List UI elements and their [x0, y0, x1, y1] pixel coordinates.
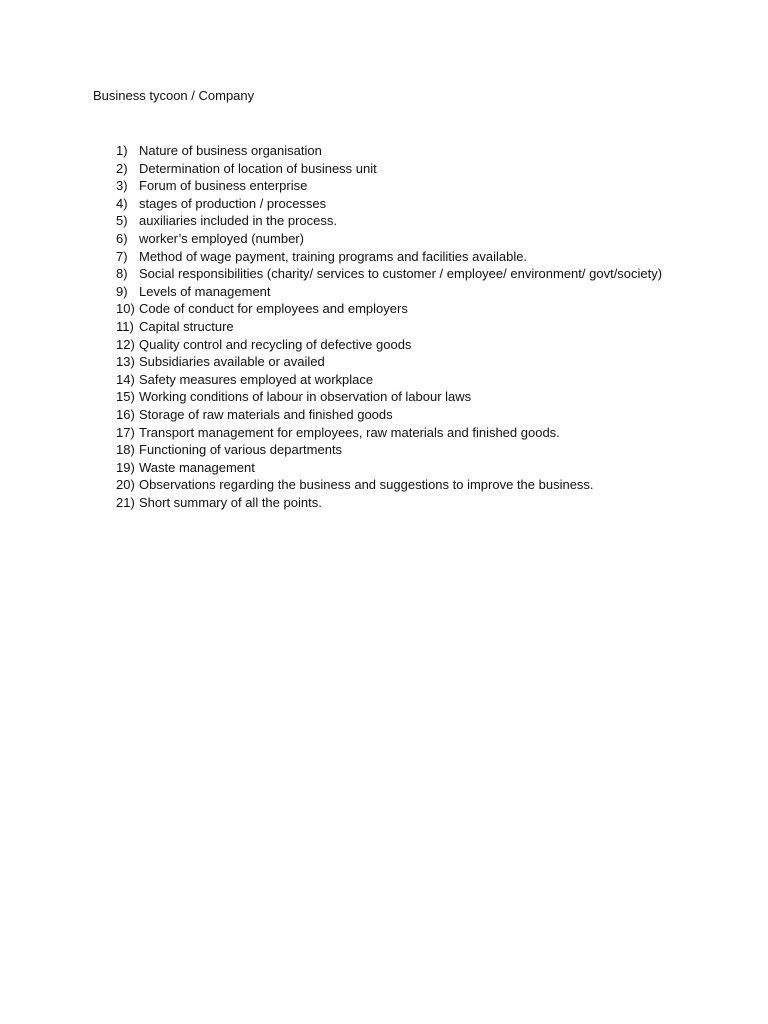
list-item	[0, 388, 768, 406]
list-item-text: Short summary of all the points.	[139, 494, 322, 510]
list-item-number: 1)	[116, 143, 128, 158]
list-item-text: Safety measures employed at workplace	[139, 371, 374, 387]
list-item-text: Waste management	[139, 459, 255, 475]
list-item	[0, 424, 768, 442]
list-item-number: 14)	[116, 371, 135, 387]
list-item-number: 5)	[116, 213, 128, 229]
list-item-text: Working conditions of labour in observation of labour laws	[139, 389, 472, 405]
list-item	[0, 476, 768, 494]
list-item-number: 2)	[116, 160, 128, 176]
list-item	[0, 494, 768, 512]
list-item	[0, 265, 768, 283]
list-item-text: Subsidiaries available or availed	[139, 354, 325, 370]
list-item	[0, 248, 768, 266]
list-item	[0, 160, 768, 178]
list-item-number: 9)	[116, 283, 128, 299]
list-item-text: stages of production / processes	[139, 195, 327, 211]
list-item-number: 19)	[116, 459, 135, 475]
list-item-text: Code of conduct for employees and employers	[139, 301, 408, 317]
list-item-text: worker’s employed (number)	[139, 230, 304, 246]
list-item	[0, 353, 768, 371]
list-item-number: 7)	[116, 248, 128, 264]
list-item	[0, 441, 768, 459]
list-item-text: Storage of raw materials and finished goods	[139, 406, 393, 422]
list-item-text: Functioning of various departments	[139, 442, 343, 458]
list-item-number: 20)	[116, 477, 135, 493]
list-item-number: 4)	[116, 195, 128, 211]
list-item-number: 18)	[116, 442, 135, 458]
list-item-number: 3)	[116, 178, 128, 194]
list-item-number: 11)	[116, 318, 134, 334]
list-item	[0, 406, 768, 424]
list-item	[0, 336, 768, 354]
list-item-text: Quality control and recycling of defective goods	[139, 336, 412, 352]
list-item-text: Observations regarding the business and suggestions to improve the business.	[139, 477, 594, 493]
document-title: Business tycoon / Company	[93, 88, 255, 103]
list-item-text: Nature of business organisation	[139, 143, 322, 158]
list-item	[0, 142, 768, 160]
numbered-list	[0, 142, 768, 511]
list-item	[0, 300, 768, 318]
list-item-text: Social responsibilities (charity/ services to customer / employee/ environment/ govt/society)	[139, 266, 663, 282]
list-item-number: 10)	[116, 301, 135, 317]
list-item-text: auxiliaries included in the process.	[139, 213, 337, 229]
list-item-number: 16)	[116, 406, 135, 422]
list-item	[0, 371, 768, 389]
list-item-number: 17)	[116, 424, 135, 440]
list-item	[0, 195, 768, 213]
list-item-text: Determination of location of business unit	[139, 160, 377, 176]
list-item	[0, 230, 768, 248]
list-item-text: Capital structure	[139, 318, 234, 334]
list-item-text: Levels of management	[139, 283, 271, 299]
list-item-number: 13)	[116, 354, 135, 370]
list-item-number: 21)	[116, 494, 135, 510]
list-item-number: 6)	[116, 230, 128, 246]
list-item-number: 8)	[116, 266, 128, 282]
list-item-number: 15)	[116, 389, 135, 405]
list-item	[0, 212, 768, 230]
list-item	[0, 283, 768, 301]
list-item-text: Transport management for employees, raw materials and finished goods.	[139, 424, 560, 440]
list-item	[0, 177, 768, 195]
list-item	[0, 318, 768, 336]
list-item-text: Method of wage payment, training programs and facilities available.	[139, 248, 528, 264]
list-item	[0, 459, 768, 477]
list-item-text: Forum of business enterprise	[139, 178, 308, 194]
list-item-number: 12)	[116, 336, 135, 352]
